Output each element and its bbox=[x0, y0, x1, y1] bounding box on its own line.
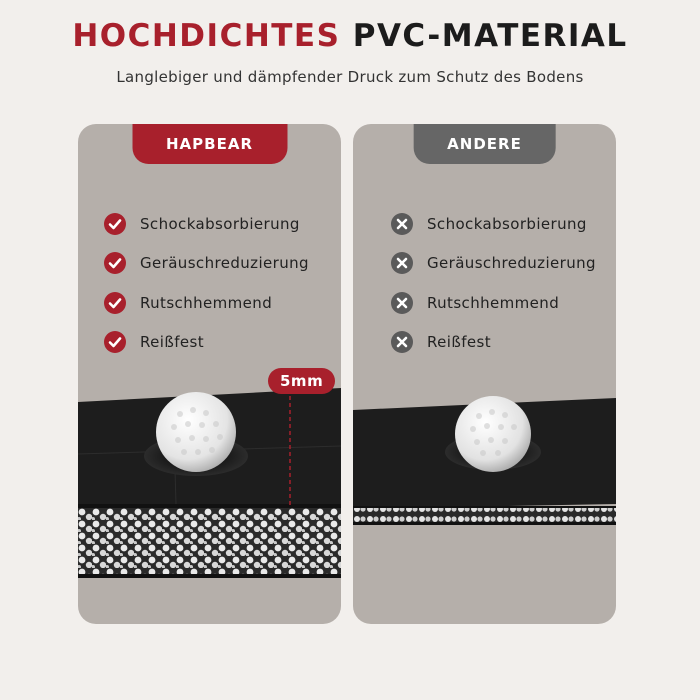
andere-mat-illustration bbox=[353, 124, 616, 624]
hapbear-tab: HAPBEAR bbox=[132, 124, 287, 164]
golf-ball bbox=[156, 392, 236, 472]
feature-label: Rutschhemmend bbox=[427, 293, 560, 312]
page-subtitle: Langlebiger und dämpfender Druck zum Schutz des Bodens bbox=[116, 68, 584, 86]
hapbear-panel bbox=[78, 124, 341, 624]
feature-label: Geräuschreduzierung bbox=[427, 254, 596, 273]
feature-label: Geräuschreduzierung bbox=[140, 254, 309, 273]
feature-label: Rutschhemmend bbox=[140, 293, 273, 312]
mat-cross-section bbox=[78, 506, 341, 576]
feature-label: Reißfest bbox=[427, 333, 491, 352]
andere-panel bbox=[353, 124, 616, 624]
mat-cross-section bbox=[353, 508, 616, 522]
page-title bbox=[0, 18, 700, 54]
feature-label: Schockabsorbierung bbox=[140, 214, 300, 233]
title-rest: PVC-MATERIAL bbox=[352, 18, 628, 54]
feature-label: Reißfest bbox=[140, 333, 204, 352]
title-accent: HOCHDICHTES bbox=[72, 18, 341, 54]
thickness-badge: 5mm bbox=[268, 368, 335, 394]
feature-label: Schockabsorbierung bbox=[427, 214, 587, 233]
andere-tab: ANDERE bbox=[413, 124, 556, 164]
golf-ball bbox=[455, 396, 531, 472]
